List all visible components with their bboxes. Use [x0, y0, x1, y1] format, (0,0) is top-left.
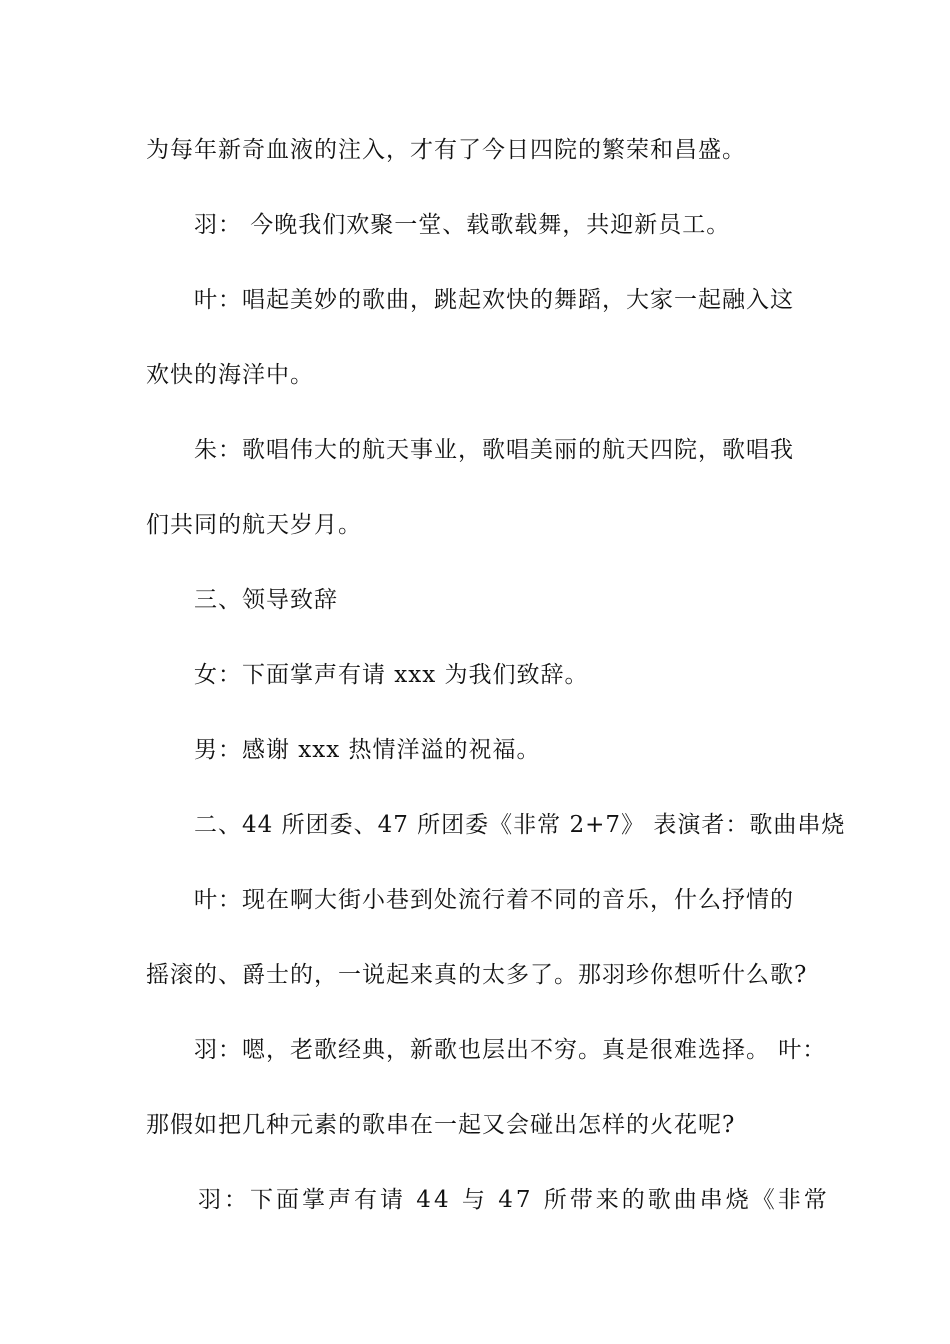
paragraph-line-6: 们共同的航天岁月。	[146, 512, 362, 538]
paragraph-line-4: 欢快的海洋中。	[146, 362, 314, 388]
paragraph-line-14: 那假如把几种元素的歌串在一起又会碰出怎样的火花呢?	[146, 1112, 736, 1138]
paragraph-line-13: 羽：嗯，老歌经典，新歌也层出不穷。真是很难选择。 叶：	[194, 1037, 827, 1063]
paragraph-line-9: 男：感谢 xxx 热情洋溢的祝福。	[194, 737, 541, 763]
paragraph-line-11: 叶：现在啊大街小巷到处流行着不同的音乐，什么抒情的	[194, 887, 794, 913]
paragraph-line-15: 羽：下面掌声有请 44 与 47 所带来的歌曲串烧《非常	[198, 1187, 830, 1213]
paragraph-line-5: 朱：歌唱伟大的航天事业，歌唱美丽的航天四院，歌唱我	[194, 437, 794, 463]
paragraph-line-2: 羽： 今晚我们欢聚一堂、载歌载舞，共迎新员工。	[194, 212, 731, 238]
paragraph-line-8: 女：下面掌声有请 xxx 为我们致辞。	[194, 662, 589, 688]
program-item-line: 二、44 所团委、47 所团委《非常 2+7》 表演者：歌曲串烧	[194, 812, 846, 838]
paragraph-line-12: 摇滚的、爵士的，一说起来真的太多了。那羽珍你想听什么歌?	[146, 962, 808, 988]
paragraph-line-1: 为每年新奇血液的注入，才有了今日四院的繁荣和昌盛。	[146, 137, 746, 163]
section-heading: 三、领导致辞	[194, 587, 338, 613]
paragraph-line-3: 叶：唱起美妙的歌曲，跳起欢快的舞蹈，大家一起融入这	[194, 287, 794, 313]
